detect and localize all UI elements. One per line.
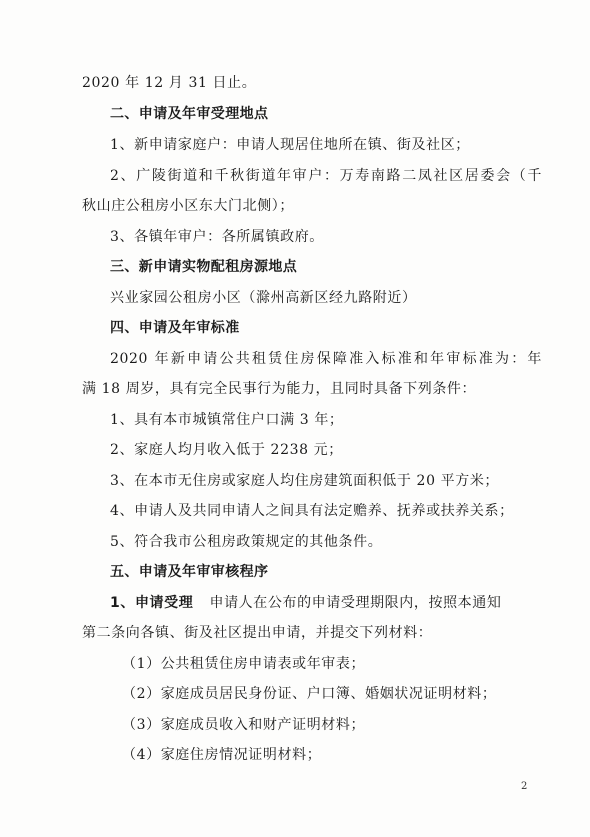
section-heading: 四、申请及年审标准 bbox=[110, 320, 240, 336]
paragraph-text: 申请人在公布的申请受理期限内，按照本通知 bbox=[209, 595, 502, 611]
paragraph-line: 2、家庭人均月收入低于 2238 元； bbox=[110, 442, 343, 458]
section-heading: 五、申请及年审审核程序 bbox=[110, 564, 269, 580]
paragraph-line bbox=[110, 593, 542, 613]
paragraph-line: 2020 年新申请公共租赁住房保障准入标准和年审标准为：年 bbox=[110, 351, 542, 367]
paragraph-line: 1、具有本市城镇常住户口满 3 年； bbox=[110, 412, 344, 428]
paragraph-line: 3、在本市无住房或家庭人均住房建筑面积低于 20 平方米； bbox=[110, 473, 500, 489]
section-heading: 二、申请及年审受理地点 bbox=[110, 106, 269, 122]
paragraph-line: 满 18 周岁，具有完全民事行为能力，且同时具备下列条件： bbox=[82, 381, 477, 397]
list-item: （1）公共租赁住房申请表或年审表； bbox=[122, 656, 366, 672]
paragraph-line: 2、广陵街道和千秋街道年审户：万寿南路二凤社区居委会（千 bbox=[110, 168, 542, 184]
page-number: 2 bbox=[521, 781, 528, 792]
list-item: （3）家庭成员收入和财产证明材料； bbox=[122, 717, 366, 733]
paragraph-line: 4、申请人及共同申请人之间具有法定赡养、抚养或扶养关系； bbox=[110, 503, 514, 519]
list-item: （4）家庭住房情况证明材料； bbox=[122, 747, 322, 763]
paragraph-line: 5、符合我市公租房政策规定的其他条件。 bbox=[110, 534, 383, 550]
paragraph-line: 秋山庄公租房小区东大门北侧）； bbox=[82, 198, 294, 214]
paragraph-line: 兴业家园公租房小区（滁州高新区经九路附近） bbox=[110, 290, 417, 306]
paragraph-line: 2020 年 12 月 31 日止。 bbox=[82, 75, 257, 91]
paragraph-line: 第二条向各镇、街及社区提出申请，并提交下列材料： bbox=[82, 625, 433, 641]
list-item: （2）家庭成员居民身份证、户口簿、婚姻状况证明材料； bbox=[122, 686, 497, 702]
inline-bold-label: 1、申请受理 bbox=[110, 595, 194, 611]
section-heading: 三、新申请实物配租房源地点 bbox=[110, 259, 298, 275]
paragraph-line: 3、各镇年审户：各所属镇政府。 bbox=[110, 229, 324, 245]
paragraph-line: 1、新申请家庭户：申请人现居住地所在镇、街及社区； bbox=[110, 137, 470, 153]
